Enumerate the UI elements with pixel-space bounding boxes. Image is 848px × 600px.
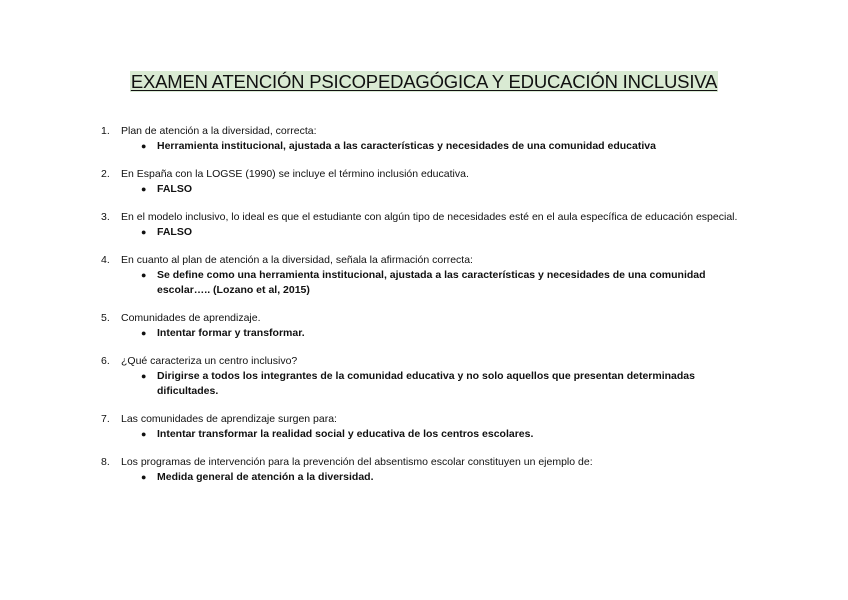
question-item (0, 455, 848, 485)
question-line (0, 124, 848, 139)
document-title-container (0, 71, 848, 93)
answer-text: Intentar transformar la realidad social y educativa de los centros escolares. (157, 428, 534, 440)
question-text: Las comunidades de aprendizaje surgen para: (121, 413, 337, 425)
question-line (0, 311, 848, 326)
question-text: En España con la LOGSE (1990) se incluye el término inclusión educativa. (121, 168, 469, 180)
question-number: 8. (101, 456, 110, 468)
question-line (0, 253, 848, 268)
answer-line (0, 182, 848, 197)
question-number: 1. (101, 125, 110, 137)
question-text: ¿Qué caracteriza un centro inclusivo? (121, 355, 298, 367)
bullet-icon: ● (141, 141, 147, 151)
question-number: 6. (101, 355, 110, 367)
question-line (0, 455, 848, 470)
bullet-icon: ● (141, 270, 147, 280)
question-text: En el modelo inclusivo, lo ideal es que el estudiante con algún tipo de necesidades esté en el aula específica de educación especial. (121, 211, 738, 223)
question-line (0, 412, 848, 427)
answer-line (0, 268, 848, 298)
question-line (0, 354, 848, 369)
question-line (0, 210, 848, 225)
question-text: En cuanto al plan de atención a la diversidad, señala la afirmación correcta: (121, 254, 473, 266)
question-number: 5. (101, 312, 110, 324)
question-item (0, 412, 848, 442)
answer-line (0, 139, 848, 154)
question-item (0, 253, 848, 298)
answer-line (0, 470, 848, 485)
bullet-icon: ● (141, 371, 147, 381)
question-number: 3. (101, 211, 110, 223)
document-title: EXAMEN ATENCIÓN PSICOPEDAGÓGICA Y EDUCACIÓN INCLUSIVA (130, 71, 718, 92)
question-number: 2. (101, 168, 110, 180)
answer-line (0, 326, 848, 341)
bullet-icon: ● (141, 472, 147, 482)
question-number: 7. (101, 413, 110, 425)
question-item (0, 210, 848, 240)
answer-text: FALSO (157, 226, 193, 238)
answer-text: Intentar formar y transformar. (157, 327, 305, 339)
answer-text: Medida general de atención a la diversidad. (157, 471, 374, 483)
answer-text: FALSO (157, 183, 193, 195)
question-number: 4. (101, 254, 110, 266)
question-item (0, 124, 848, 154)
bullet-icon: ● (141, 227, 147, 237)
question-line (0, 167, 848, 182)
answer-line (0, 369, 848, 399)
question-item (0, 354, 848, 399)
bullet-icon: ● (141, 429, 147, 439)
bullet-icon: ● (141, 328, 147, 338)
answer-line (0, 427, 848, 442)
answer-text: Herramienta institucional, ajustada a las características y necesidades de una comunidad educativa (157, 140, 656, 152)
question-text: Plan de atención a la diversidad, correcta: (121, 125, 317, 137)
question-text: Comunidades de aprendizaje. (121, 312, 261, 324)
question-item (0, 167, 848, 197)
bullet-icon: ● (141, 184, 147, 194)
answer-text: Se define como una herramienta institucional, ajustada a las características y necesidades de una comunidad escolar….. (Lozano et al, 2015) (157, 269, 706, 296)
question-text: Los programas de intervención para la prevención del absentismo escolar constituyen un ejemplo de: (121, 456, 593, 468)
question-list (0, 124, 848, 498)
question-item (0, 311, 848, 341)
answer-text: Dirigirse a todos los integrantes de la comunidad educativa y no solo aquellos que presentan determinadas dificultades. (157, 370, 695, 397)
answer-line (0, 225, 848, 240)
